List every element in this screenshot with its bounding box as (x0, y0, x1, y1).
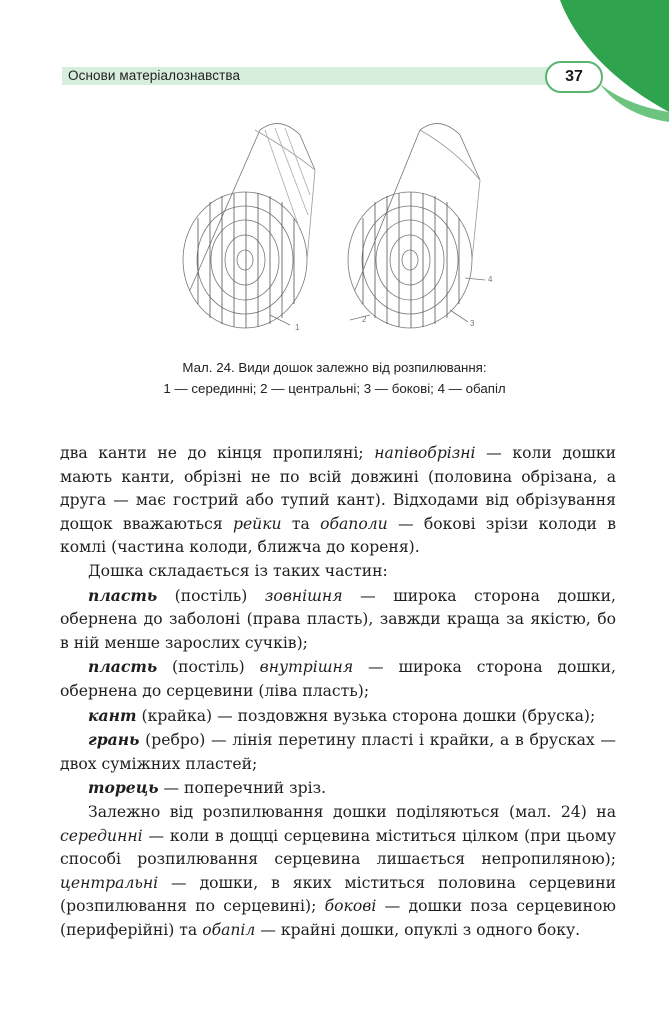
caption-line-2: 1 — серединні; 2 — центральні; 3 — бокові; 4 — обапіл (163, 381, 506, 396)
logs-figure (150, 110, 530, 350)
paragraph-4: пласть (постіль) внутрішня — широка сторона дошки, обернена до серцевини (ліва пласть); (60, 657, 617, 700)
fig-label-2: 2 (362, 315, 367, 324)
running-header: Основи матеріалознавства (68, 68, 241, 83)
paragraph-2: Дошка складається із таких частин: (88, 561, 388, 580)
paragraph-7: торець — поперечний зріз. (88, 778, 327, 798)
figure-caption (60, 357, 609, 399)
fig-label-4: 4 (488, 275, 493, 284)
body-text (60, 442, 616, 942)
fig-label-3: 3 (470, 319, 475, 328)
paragraph-5: кант (крайка) — поздовжня вузька сторона дошки (бруска); (88, 705, 596, 725)
paragraph-1: два канти не до кінця пропиляні; напівобрізні — коли дошки мають канти, обрізні не по всій довжині (половина обрізана, а друга — має гострий або тупий кант). Відходами від обрізування дощок вважаються рейки та обаполи — бокові зрізи колоди в комлі (частина колоди, ближча до кореня). (60, 444, 616, 557)
paragraph-6: грань (ребро) — лінія перетину пласті і крайки, а в брусках — двох суміжних пластей; (60, 730, 616, 773)
page-number: 37 (545, 61, 603, 93)
fig-label-1: 1 (295, 323, 300, 332)
caption-line-1: Мал. 24. Види дошок залежно від розпилювання: (182, 360, 487, 375)
log1-end (183, 192, 307, 328)
paragraph-8: Залежно від розпилювання дошки поділяються (мал. 24) на серединні — коли в дощці серцевина міститься цілком (при цьому способі розпилювання серцевина лишається непропиляною); центральні — дошки, в яких міститься половина серцевини (розпилювання по серцевині); бокові — дошки поза серцевиною (периферійні) та обапіл — крайні дошки, опуклі з одного боку. (60, 802, 616, 939)
paragraph-3: пласть (постіль) зовнішня — широка сторона дошки, обернена до заболоні (права пласть), завжди краща за якістю, бо в ній менше зарослих сучків); (60, 585, 616, 652)
log2-end (348, 192, 472, 328)
